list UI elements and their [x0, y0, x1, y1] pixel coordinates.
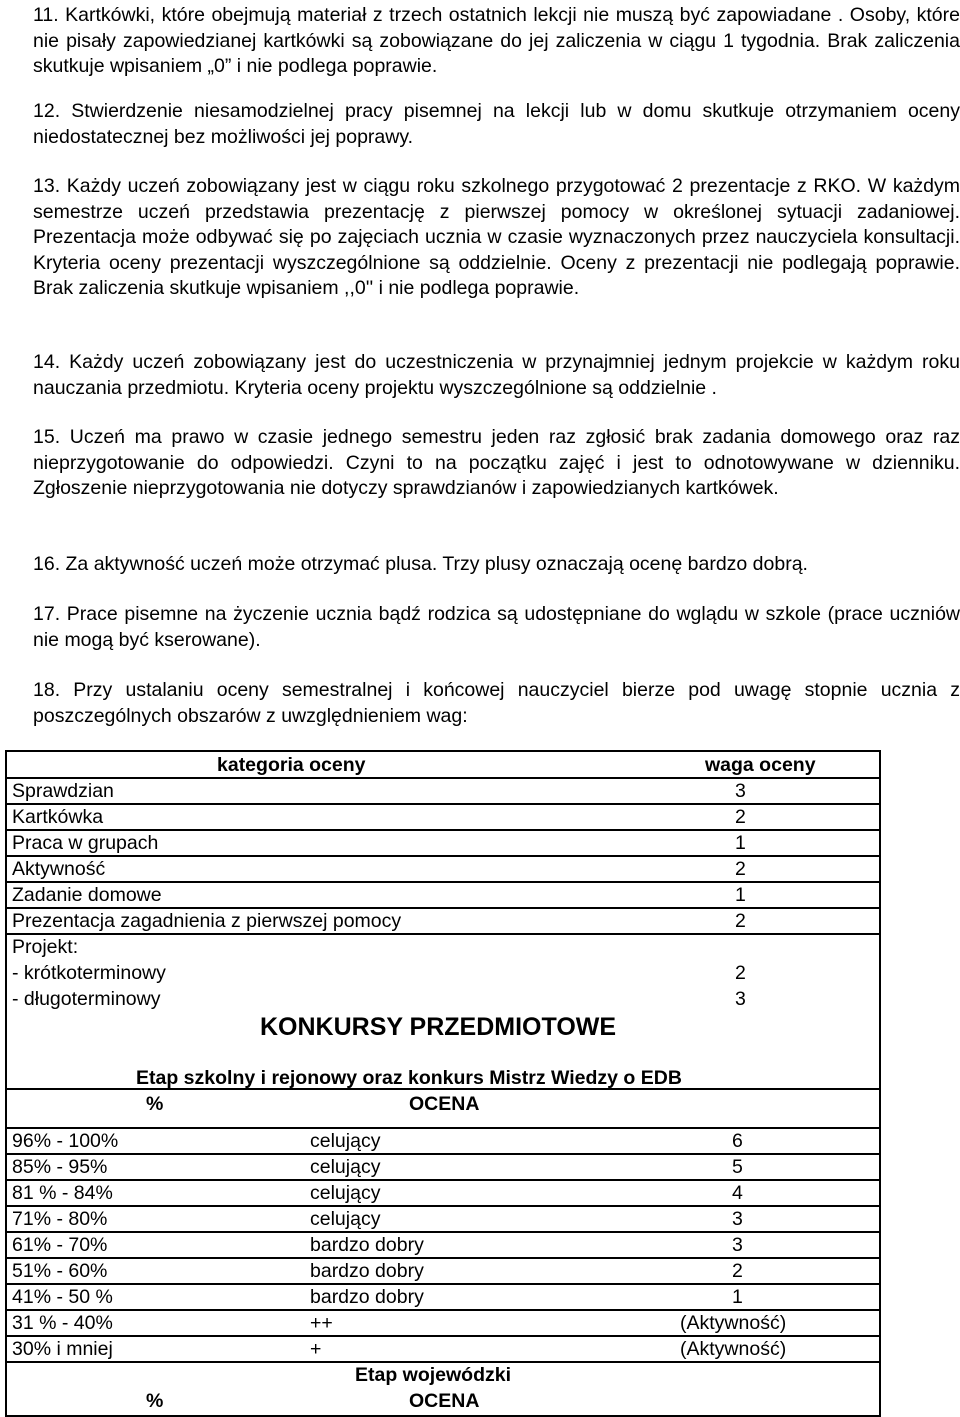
weight-row-value: 2 — [735, 806, 746, 828]
contests-title: KONKURSY PRZEDMIOTOWE — [260, 1013, 617, 1041]
weight-row-value: 1 — [735, 832, 746, 854]
weight-row-value: 3 — [735, 780, 746, 802]
contest-row-grade: celujący — [310, 1182, 381, 1204]
project-long-weight: 3 — [735, 988, 746, 1010]
project-label: Projekt: — [12, 936, 79, 958]
weight-row-category: Aktywność — [12, 858, 106, 880]
weight-row-value: 1 — [735, 884, 746, 906]
paragraph-17: 17. Prace pisemne na życzenie ucznia bądź rodzica są udostępniane do wglądu w szkole (prace uczniów nie mogą być kserowane). — [33, 603, 960, 651]
school-stage-title: Etap szkolny i rejonowy oraz konkurs Mistrz Wiedzy o EDB — [136, 1067, 682, 1089]
contest-row-grade: ++ — [310, 1312, 333, 1334]
col-grade: OCENA — [409, 1093, 480, 1115]
contest-row-grade: celujący — [310, 1156, 381, 1178]
header-category: kategoria oceny — [217, 754, 366, 776]
contest-row-range: 51% - 60% — [12, 1260, 108, 1282]
contest-row-grade: bardzo dobry — [310, 1260, 424, 1282]
header-weight: waga oceny — [705, 754, 816, 776]
weight-row-category: Kartkówka — [12, 806, 104, 828]
contest-row-value: 4 — [732, 1182, 743, 1204]
contest-row-range: 81 % - 84% — [12, 1182, 113, 1204]
project-short-label: - krótkoterminowy — [12, 962, 166, 984]
weight-row-value: 2 — [735, 858, 746, 880]
col-grade-2: OCENA — [409, 1390, 480, 1412]
contest-row-grade: + — [310, 1338, 322, 1360]
paragraph-13: 13. Każdy uczeń zobowiązany jest w ciągu roku szkolnego przygotować 2 prezentacje z RKO. W każdym semestrze uczeń przedstawia prezentację z pierwszej pomocy w określonej sytuacji zadaniowej. Prezentacja może odbywać się po zajęciach ucznia w czasie wyznaczonych przez nauczyciela konsultacji. Kryteria oceny prezentacji wyszczególnione są oddzielnie. Oceny z prezentacji nie podlegają poprawie. Brak zaliczenia skutkuje wpisaniem ,,0'' i nie podlega poprawie. — [33, 175, 960, 300]
weight-row-category: Sprawdzian — [12, 780, 114, 802]
contest-row-value: 1 — [732, 1286, 743, 1308]
col-percent: % — [146, 1093, 164, 1115]
contest-row-value: 3 — [732, 1208, 743, 1230]
contest-row-range: 61% - 70% — [12, 1234, 108, 1256]
contest-row-range: 30% i mniej — [12, 1338, 113, 1360]
contest-row-value: 2 — [732, 1260, 743, 1282]
paragraph-18: 18. Przy ustalaniu oceny semestralnej i końcowej nauczyciel bierze pod uwagę stopnie ucznia z poszczególnych obszarów z uwzględnieniem wag: — [33, 679, 960, 727]
weight-row-value: 2 — [735, 910, 746, 932]
grading-table — [5, 750, 881, 1417]
project-short-weight: 2 — [735, 962, 746, 984]
contest-row-value: (Aktywność) — [680, 1312, 787, 1334]
contest-row-grade: celujący — [310, 1208, 381, 1230]
contest-row-grade: bardzo dobry — [310, 1286, 424, 1308]
project-long-label: - długoterminowy — [12, 988, 161, 1010]
contest-row-range: 41% - 50 % — [12, 1286, 113, 1308]
voivodeship-title: Etap wojewódzki — [355, 1364, 512, 1386]
paragraph-14: 14. Każdy uczeń zobowiązany jest do uczestniczenia w przynajmniej jednym projekcie w każdym roku nauczania przedmiotu. Kryteria oceny projektu wyszczególnione są oddzielnie . — [33, 351, 960, 399]
contest-row-value: 5 — [732, 1156, 743, 1178]
weight-row-category: Praca w grupach — [12, 832, 159, 854]
contest-row-value: 6 — [732, 1130, 743, 1152]
col-percent-2: % — [146, 1390, 164, 1412]
contest-row-value: 3 — [732, 1234, 743, 1256]
contest-row-range: 71% - 80% — [12, 1208, 108, 1230]
contest-row-range: 31 % - 40% — [12, 1312, 113, 1334]
contest-row-range: 85% - 95% — [12, 1156, 108, 1178]
paragraph-15: 15. Uczeń ma prawo w czasie jednego semestru jeden raz zgłosić brak zadania domowego oraz raz nieprzygotowanie do odpowiedzi. Czyni to na początku zajęć i jest to odnotowywane w dzienniku. Zgłoszenie nieprzygotowania nie dotyczy sprawdzianów i zapowiedzianych kartkówek. — [33, 426, 960, 500]
contest-row-grade: celujący — [310, 1130, 381, 1152]
contest-row-grade: bardzo dobry — [310, 1234, 424, 1256]
contest-row-range: 96% - 100% — [12, 1130, 119, 1152]
weight-row-category: Zadanie domowe — [12, 884, 162, 906]
contest-row-value: (Aktywność) — [680, 1338, 787, 1360]
paragraph-16: 16. Za aktywność uczeń może otrzymać plusa. Trzy plusy oznaczają ocenę bardzo dobrą. — [33, 553, 808, 575]
paragraph-12: 12. Stwierdzenie niesamodzielnej pracy pisemnej na lekcji lub w domu skutkuje otrzymaniem oceny niedostatecznej bez możliwości jej poprawy. — [33, 100, 960, 148]
weight-row-category: Prezentacja zagadnienia z pierwszej pomocy — [12, 910, 402, 932]
paragraph-11: 11. Kartkówki, które obejmują materiał z trzech ostatnich lekcji nie muszą być zapowiadane . Osoby, które nie pisały zapowiedzianej kartkówki są zobowiązane do jej zaliczenia w ciągu 1 tygodnia. Brak zaliczenia skutkuje wpisaniem „0” i nie podlega poprawie. — [33, 4, 960, 78]
